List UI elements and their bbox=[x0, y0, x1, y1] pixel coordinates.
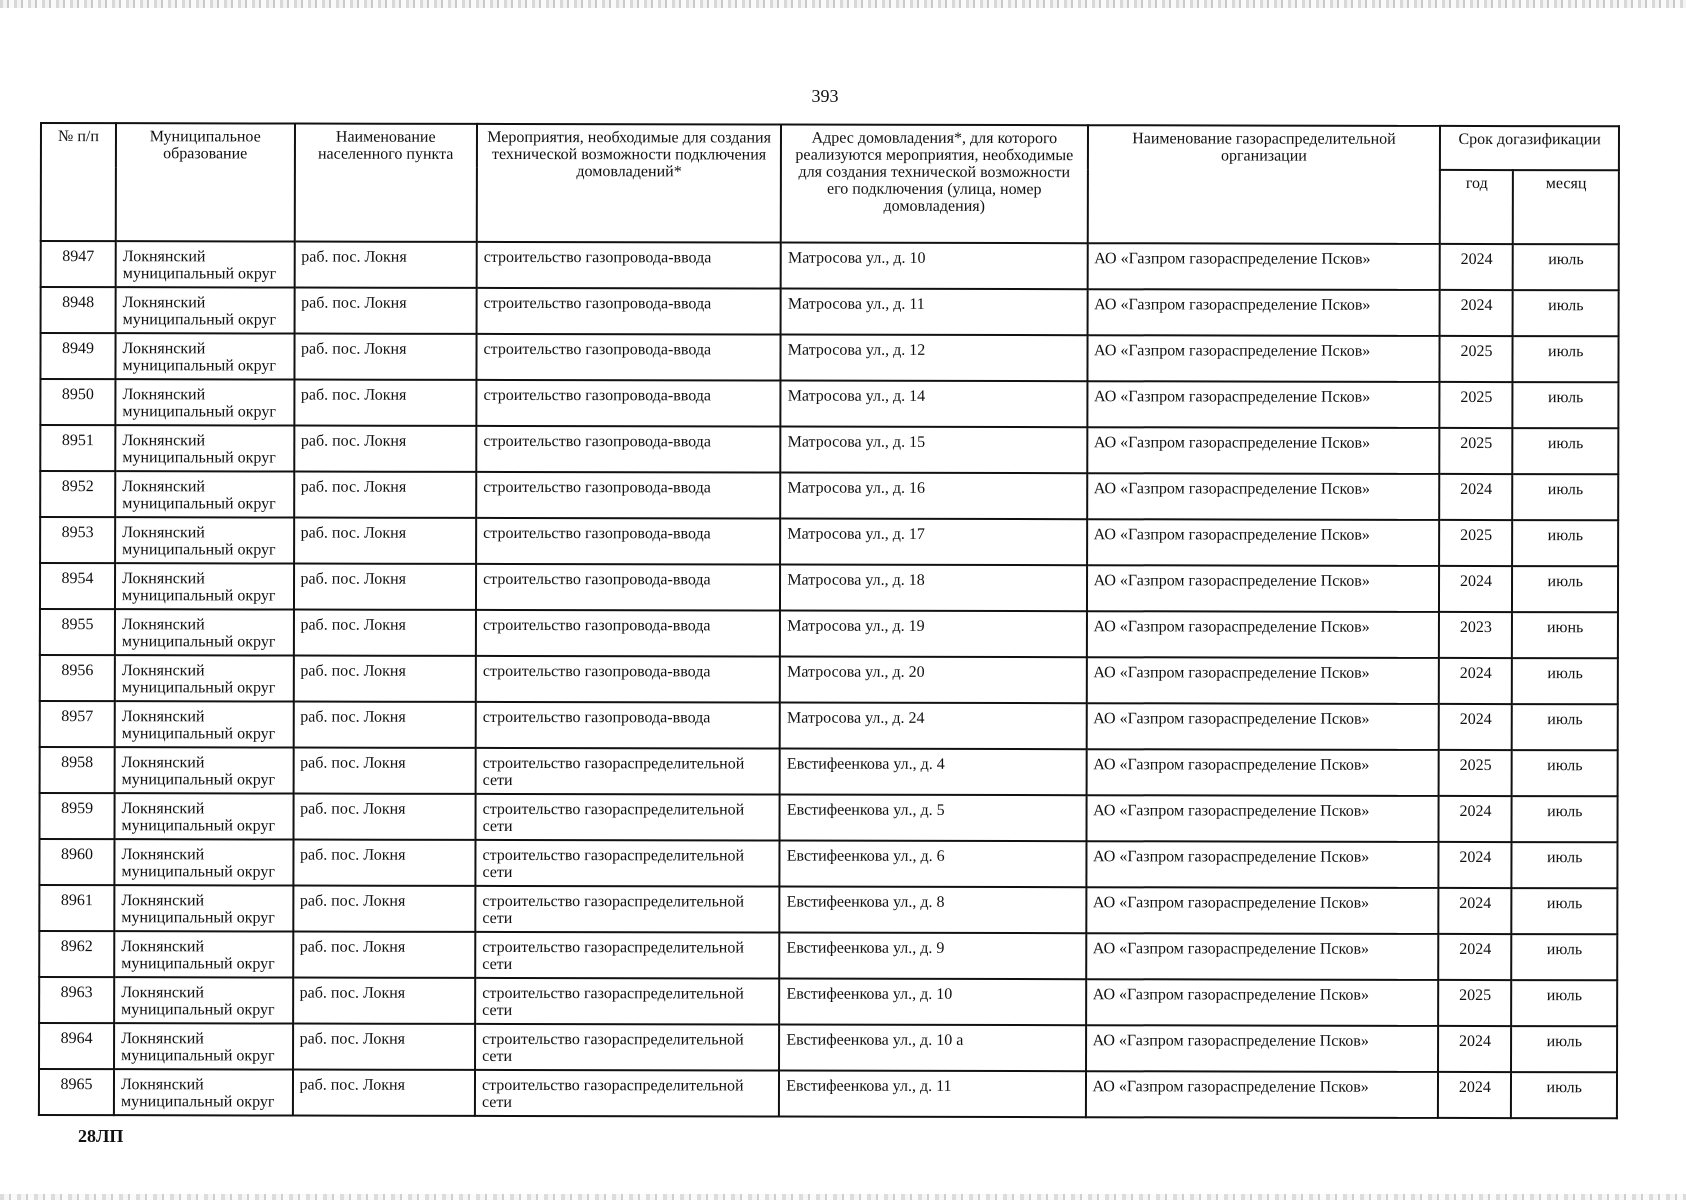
cell-year: 2024 bbox=[1438, 1026, 1511, 1072]
municipality-line-2: муниципальный округ bbox=[121, 679, 276, 697]
cell-num: 8962 bbox=[39, 931, 114, 977]
cell-num: 8949 bbox=[40, 333, 115, 379]
cell-settlement: раб. пос. Локня bbox=[294, 426, 477, 472]
cell-month: июль bbox=[1511, 1072, 1617, 1118]
header-measures: Мероприятия, необходимые для создания технической возможности подключения домовладений* bbox=[477, 124, 781, 243]
municipality-line-2: муниципальный округ bbox=[121, 955, 275, 973]
cell-month: июль bbox=[1513, 520, 1619, 566]
municipality-line-1: Локнянский bbox=[121, 984, 204, 1002]
cell-org: АО «Газпром газораспределение Псков» bbox=[1086, 1025, 1439, 1072]
cell-month: июль bbox=[1512, 750, 1618, 796]
cell-address: Матросова ул., д. 18 bbox=[780, 565, 1086, 612]
cell-municipality bbox=[115, 609, 294, 655]
cell-municipality bbox=[114, 839, 293, 885]
cell-address: Матросова ул., д. 10 bbox=[781, 243, 1087, 290]
cell-settlement: раб. пос. Локня bbox=[293, 610, 476, 656]
cell-year: 2024 bbox=[1440, 474, 1513, 520]
cell-org: АО «Газпром газораспределение Псков» bbox=[1087, 427, 1440, 474]
header-month: месяц bbox=[1513, 170, 1619, 244]
municipality-line-1: Локнянский bbox=[122, 432, 206, 450]
cell-municipality bbox=[114, 977, 293, 1023]
cell-month: июль bbox=[1512, 704, 1618, 750]
cell-address: Матросова ул., д. 20 bbox=[780, 657, 1086, 704]
cell-address: Матросова ул., д. 14 bbox=[781, 381, 1087, 428]
cell-measure: строительство газораспределительной сети bbox=[475, 886, 779, 933]
cell-address: Матросова ул., д. 19 bbox=[780, 611, 1086, 658]
cell-municipality bbox=[115, 379, 294, 425]
cell-municipality bbox=[115, 471, 294, 517]
municipality-line-2: муниципальный округ bbox=[121, 725, 276, 743]
cell-month: июль bbox=[1512, 934, 1618, 980]
cell-month: июль bbox=[1513, 244, 1619, 290]
cell-org: АО «Газпром газораспределение Псков» bbox=[1086, 611, 1439, 658]
municipality-line-1: Локнянский bbox=[121, 892, 205, 910]
cell-address: Евстифеенкова ул., д. 8 bbox=[780, 887, 1086, 934]
cell-num: 8958 bbox=[40, 747, 115, 793]
table-row bbox=[41, 241, 1619, 290]
table-row bbox=[40, 517, 1618, 566]
cell-num: 8960 bbox=[39, 839, 114, 885]
cell-settlement: раб. пос. Локня bbox=[294, 334, 477, 380]
cell-num: 8951 bbox=[40, 425, 115, 471]
table-body bbox=[39, 241, 1619, 1118]
table-row bbox=[39, 885, 1617, 934]
cell-measure: строительство газораспределительной сети bbox=[476, 794, 780, 841]
cell-settlement: раб. пос. Локня bbox=[293, 932, 476, 978]
cell-settlement: раб. пос. Локня bbox=[294, 472, 477, 518]
cell-org: АО «Газпром газораспределение Псков» bbox=[1087, 335, 1440, 382]
municipality-line-2: муниципальный округ bbox=[122, 311, 277, 329]
cell-org: АО «Газпром газораспределение Псков» bbox=[1087, 473, 1440, 520]
table-row bbox=[40, 747, 1618, 796]
header-org: Наименование газораспределительной организации bbox=[1087, 125, 1440, 244]
table-row bbox=[39, 793, 1617, 842]
cell-num: 8948 bbox=[41, 287, 116, 333]
header-term: Срок догазификации bbox=[1440, 126, 1619, 170]
cell-num: 8954 bbox=[40, 563, 115, 609]
municipality-line-1: Локнянский bbox=[121, 938, 205, 956]
cell-num: 8953 bbox=[40, 517, 115, 563]
municipality-line-1: Локнянский bbox=[121, 800, 205, 818]
municipality-line-1: Локнянский bbox=[120, 1076, 204, 1094]
cell-municipality bbox=[115, 701, 294, 747]
cell-num: 8947 bbox=[41, 241, 116, 287]
cell-settlement: раб. пос. Локня bbox=[293, 702, 476, 748]
municipality-line-1: Локнянский bbox=[121, 846, 205, 864]
cell-month: июль bbox=[1512, 842, 1618, 888]
municipality-line-1: Локнянский bbox=[122, 294, 206, 312]
municipality-line-2: муниципальный округ bbox=[121, 633, 276, 651]
municipality-line-2: муниципальный округ bbox=[122, 403, 276, 421]
cell-year: 2024 bbox=[1439, 658, 1512, 704]
cell-org: АО «Газпром газораспределение Псков» bbox=[1086, 749, 1439, 796]
cell-address: Евстифеенкова ул., д. 10 bbox=[779, 979, 1085, 1026]
cell-measure: строительство газораспределительной сети bbox=[475, 840, 779, 887]
cell-month: июнь bbox=[1512, 612, 1618, 658]
cell-org: АО «Газпром газораспределение Псков» bbox=[1087, 519, 1440, 566]
cell-measure: строительство газопровода-ввода bbox=[477, 334, 781, 381]
table-row bbox=[41, 287, 1619, 336]
table-header bbox=[41, 123, 1619, 244]
cell-org: АО «Газпром газораспределение Псков» bbox=[1086, 841, 1439, 888]
cell-measure: строительство газопровода-ввода bbox=[476, 656, 780, 703]
table-row bbox=[40, 609, 1618, 658]
cell-org: АО «Газпром газораспределение Псков» bbox=[1087, 565, 1440, 612]
municipality-line-1: Локнянский bbox=[122, 248, 206, 266]
municipality-line-1: Локнянский bbox=[122, 478, 206, 496]
municipality-line-2: муниципальный округ bbox=[121, 1001, 275, 1019]
table-row bbox=[40, 471, 1618, 520]
cell-measure: строительство газораспределительной сети bbox=[476, 748, 780, 795]
cell-municipality bbox=[115, 333, 294, 379]
cell-year: 2025 bbox=[1440, 382, 1513, 428]
cell-settlement: раб. пос. Локня bbox=[293, 564, 476, 610]
cell-address: Евстифеенкова ул., д. 4 bbox=[780, 749, 1086, 796]
municipality-line-2: муниципальный округ bbox=[121, 817, 276, 835]
cell-municipality bbox=[114, 1023, 293, 1069]
cell-municipality bbox=[115, 517, 294, 563]
table-row bbox=[39, 839, 1617, 888]
cell-address: Матросова ул., д. 24 bbox=[780, 703, 1086, 750]
cell-year: 2024 bbox=[1440, 244, 1513, 290]
cell-year: 2025 bbox=[1439, 980, 1512, 1026]
cell-settlement: раб. пос. Локня bbox=[294, 288, 477, 334]
table-row bbox=[40, 379, 1618, 428]
cell-address: Матросова ул., д. 11 bbox=[781, 289, 1087, 336]
gasification-table bbox=[38, 122, 1620, 1119]
cell-org: АО «Газпром газораспределение Псков» bbox=[1085, 1071, 1438, 1118]
cell-month: июль bbox=[1513, 382, 1619, 428]
cell-month: июль bbox=[1512, 658, 1618, 704]
cell-month: июль bbox=[1513, 290, 1619, 336]
cell-measure: строительство газопровода-ввода bbox=[476, 426, 780, 473]
municipality-line-1: Локнянский bbox=[122, 340, 206, 358]
cell-address: Евстифеенкова ул., д. 11 bbox=[779, 1071, 1085, 1118]
municipality-line-2: муниципальный округ bbox=[122, 495, 276, 513]
scan-edge-top bbox=[0, 0, 1686, 8]
cell-org: АО «Газпром газораспределение Псков» bbox=[1086, 657, 1439, 704]
cell-municipality bbox=[116, 241, 295, 287]
cell-year: 2024 bbox=[1439, 934, 1512, 980]
municipality-line-1: Локнянский bbox=[121, 754, 205, 772]
municipality-line-2: муниципальный округ bbox=[120, 1093, 275, 1111]
cell-num: 8952 bbox=[40, 471, 115, 517]
table-row bbox=[39, 977, 1617, 1026]
table-row bbox=[40, 333, 1618, 382]
cell-municipality bbox=[115, 655, 294, 701]
cell-year: 2024 bbox=[1439, 842, 1512, 888]
municipality-line-2: муниципальный округ bbox=[121, 909, 275, 927]
cell-address: Матросова ул., д. 17 bbox=[780, 519, 1086, 566]
municipality-line-1: Локнянский bbox=[122, 570, 205, 588]
cell-measure: строительство газораспределительной сети bbox=[475, 978, 779, 1025]
cell-org: АО «Газпром газораспределение Псков» bbox=[1087, 243, 1440, 290]
cell-num: 8956 bbox=[40, 655, 115, 701]
cell-num: 8964 bbox=[39, 1023, 114, 1069]
table-row bbox=[40, 563, 1618, 612]
cell-municipality bbox=[115, 747, 294, 793]
cell-month: июль bbox=[1513, 474, 1619, 520]
cell-month: июль bbox=[1512, 888, 1618, 934]
cell-settlement: раб. пос. Локня bbox=[293, 748, 476, 794]
municipality-line-2: муниципальный округ bbox=[122, 587, 276, 605]
cell-month: июль bbox=[1512, 566, 1618, 612]
cell-settlement: раб. пос. Локня bbox=[293, 886, 476, 932]
cell-settlement: раб. пос. Локня bbox=[294, 380, 477, 426]
municipality-line-1: Локнянский bbox=[121, 616, 205, 634]
table-row bbox=[40, 655, 1618, 704]
cell-municipality bbox=[115, 425, 294, 471]
cell-num: 8961 bbox=[39, 885, 114, 931]
cell-measure: строительство газораспределительной сети bbox=[475, 1024, 779, 1071]
municipality-line-2: муниципальный округ bbox=[122, 265, 277, 283]
cell-municipality bbox=[115, 563, 294, 609]
cell-measure: строительство газопровода-ввода bbox=[476, 702, 780, 749]
cell-municipality bbox=[114, 1069, 293, 1115]
municipality-line-2: муниципальный округ bbox=[122, 357, 277, 375]
cell-measure: строительство газопровода-ввода bbox=[476, 610, 780, 657]
cell-org: АО «Газпром газораспределение Псков» bbox=[1086, 933, 1439, 980]
cell-municipality bbox=[116, 287, 295, 333]
municipality-line-2: муниципальный округ bbox=[121, 1047, 275, 1065]
cell-year: 2025 bbox=[1440, 520, 1513, 566]
cell-month: июль bbox=[1513, 428, 1619, 474]
table-row bbox=[39, 931, 1617, 980]
table-row bbox=[40, 425, 1618, 474]
scan-edge-bottom bbox=[0, 1194, 1686, 1200]
table-row bbox=[39, 1069, 1617, 1118]
cell-year: 2025 bbox=[1440, 428, 1513, 474]
cell-settlement: раб. пос. Локня bbox=[293, 794, 476, 840]
table-row bbox=[39, 1023, 1617, 1072]
cell-year: 2025 bbox=[1439, 750, 1512, 796]
cell-address: Евстифеенкова ул., д. 5 bbox=[780, 795, 1086, 842]
cell-settlement: раб. пос. Локня bbox=[293, 1024, 476, 1070]
municipality-line-1: Локнянский bbox=[121, 662, 205, 680]
municipality-line-1: Локнянский bbox=[121, 1030, 204, 1048]
cell-year: 2024 bbox=[1440, 290, 1513, 336]
cell-measure: строительство газопровода-ввода bbox=[476, 472, 780, 519]
cell-org: АО «Газпром газораспределение Псков» bbox=[1086, 795, 1439, 842]
header-municipality: Муниципальное образование bbox=[116, 123, 295, 241]
cell-settlement: раб. пос. Локня bbox=[292, 1070, 475, 1116]
cell-address: Евстифеенкова ул., д. 6 bbox=[780, 841, 1086, 888]
cell-year: 2024 bbox=[1439, 796, 1512, 842]
cell-year: 2024 bbox=[1439, 888, 1512, 934]
cell-measure: строительство газопровода-ввода bbox=[477, 242, 781, 289]
cell-address: Матросова ул., д. 15 bbox=[781, 427, 1087, 474]
cell-address: Евстифеенкова ул., д. 9 bbox=[779, 933, 1085, 980]
municipality-line-2: муниципальный округ bbox=[122, 449, 276, 467]
cell-month: июль bbox=[1512, 980, 1618, 1026]
header-num: № п/п bbox=[41, 123, 116, 241]
cell-month: июль bbox=[1511, 1026, 1617, 1072]
header-address: Адрес домовладения*, для которого реализуются мероприятия, необходимые для создания технической возможности его подключения (улица, номер домовладения) bbox=[781, 125, 1088, 244]
cell-num: 8955 bbox=[40, 609, 115, 655]
cell-municipality bbox=[115, 793, 294, 839]
cell-measure: строительство газораспределительной сети bbox=[475, 1070, 779, 1117]
cell-org: АО «Газпром газораспределение Псков» bbox=[1086, 703, 1439, 750]
cell-settlement: раб. пос. Локня bbox=[293, 978, 476, 1024]
cell-num: 8965 bbox=[39, 1069, 114, 1115]
cell-measure: строительство газораспределительной сети bbox=[475, 932, 779, 979]
cell-municipality bbox=[114, 931, 293, 977]
cell-settlement: раб. пос. Локня bbox=[294, 242, 477, 288]
cell-org: АО «Газпром газораспределение Псков» bbox=[1087, 381, 1440, 428]
cell-year: 2024 bbox=[1438, 1072, 1511, 1118]
cell-settlement: раб. пос. Локня bbox=[293, 656, 476, 702]
cell-measure: строительство газопровода-ввода bbox=[477, 288, 781, 335]
cell-org: АО «Газпром газораспределение Псков» bbox=[1086, 887, 1439, 934]
municipality-line-2: муниципальный округ bbox=[121, 771, 276, 789]
municipality-line-2: муниципальный округ bbox=[121, 863, 275, 881]
cell-num: 8950 bbox=[40, 379, 115, 425]
cell-year: 2024 bbox=[1439, 566, 1512, 612]
municipality-line-1: Локнянский bbox=[122, 524, 205, 542]
cell-address: Матросова ул., д. 12 bbox=[781, 335, 1087, 382]
cell-settlement: раб. пос. Локня bbox=[293, 840, 476, 886]
cell-year: 2025 bbox=[1440, 336, 1513, 382]
cell-settlement: раб. пос. Локня bbox=[294, 518, 477, 564]
footer-code: 28ЛП bbox=[78, 1126, 124, 1146]
cell-num: 8963 bbox=[39, 977, 114, 1023]
cell-num: 8957 bbox=[40, 701, 115, 747]
cell-org: АО «Газпром газораспределение Псков» bbox=[1086, 979, 1439, 1026]
table-row bbox=[40, 701, 1618, 750]
cell-num: 8959 bbox=[39, 793, 114, 839]
cell-municipality bbox=[114, 885, 293, 931]
cell-year: 2024 bbox=[1439, 704, 1512, 750]
cell-org: АО «Газпром газораспределение Псков» bbox=[1087, 289, 1440, 336]
cell-measure: строительство газопровода-ввода bbox=[476, 380, 780, 427]
header-settlement: Наименование населенного пункта bbox=[294, 124, 477, 242]
cell-address: Матросова ул., д. 16 bbox=[780, 473, 1086, 520]
cell-year: 2023 bbox=[1439, 612, 1512, 658]
municipality-line-1: Локнянский bbox=[122, 386, 206, 404]
cell-month: июль bbox=[1513, 336, 1619, 382]
page-number: 393 bbox=[811, 86, 839, 106]
municipality-line-2: муниципальный округ bbox=[122, 541, 276, 559]
cell-month: июль bbox=[1512, 796, 1618, 842]
header-year: год bbox=[1440, 170, 1513, 244]
cell-address: Евстифеенкова ул., д. 10 а bbox=[779, 1025, 1085, 1072]
municipality-line-1: Локнянский bbox=[121, 708, 205, 726]
cell-measure: строительство газопровода-ввода bbox=[476, 564, 780, 611]
cell-measure: строительство газопровода-ввода bbox=[476, 518, 780, 565]
